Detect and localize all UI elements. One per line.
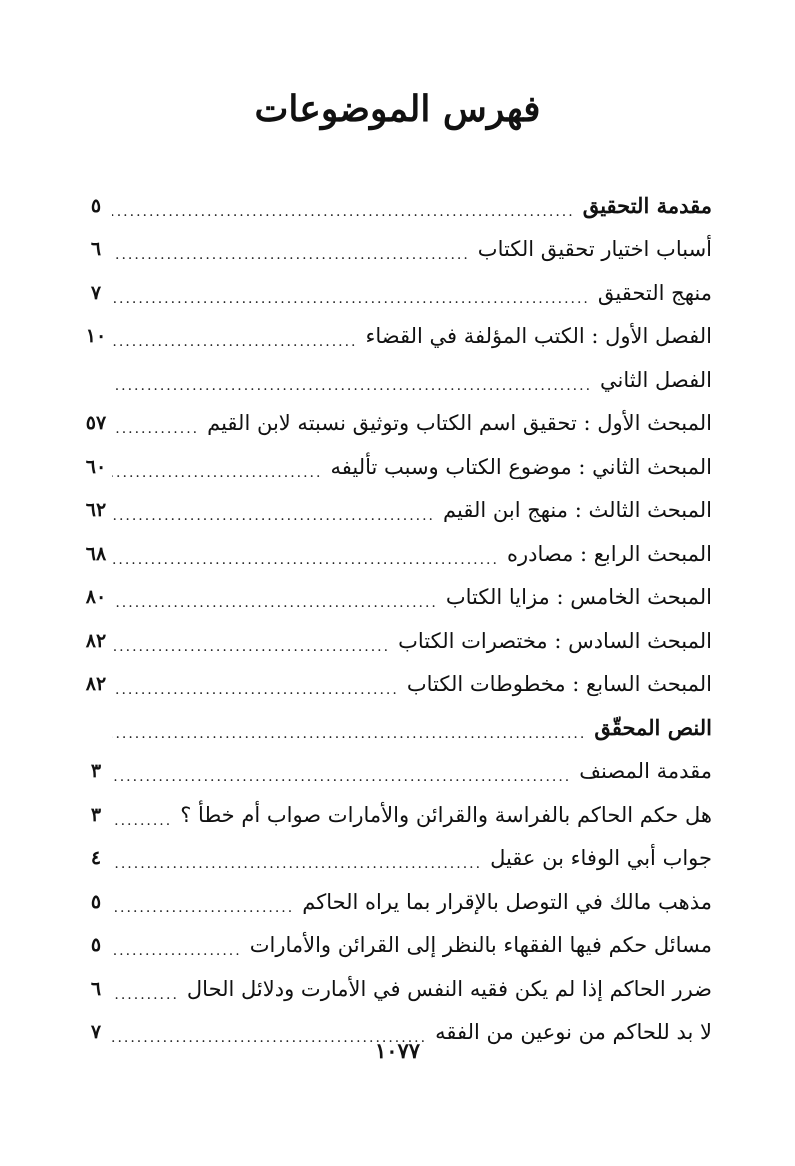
toc-entry-page: ٤ bbox=[90, 847, 102, 870]
toc-entry-page: ٦٨ bbox=[85, 542, 107, 565]
toc-entry-page: ٦ bbox=[90, 977, 102, 1000]
dot-leader bbox=[112, 758, 571, 784]
toc-entry-page: ٧ bbox=[90, 1021, 102, 1044]
toc-entry-title: مذهب مالك في التوصل بالإقرار بما يراه الحاكم bbox=[302, 889, 712, 914]
toc-entry bbox=[90, 271, 712, 315]
toc-entry-page: ٥ bbox=[90, 934, 102, 957]
dot-leader bbox=[112, 628, 390, 654]
toc-entry-title: المبحث الأول : تحقيق اسم الكتاب وتوثيق نسبته لابن القيم bbox=[207, 411, 712, 436]
toc-entry bbox=[90, 184, 712, 228]
dot-leader bbox=[112, 889, 294, 915]
dot-leader bbox=[112, 715, 586, 741]
toc-entry bbox=[90, 793, 712, 837]
dot-leader bbox=[112, 367, 592, 393]
dot-leader bbox=[112, 976, 179, 1002]
toc-entry-title: جواب أبي الوفاء بن عقيل bbox=[490, 846, 712, 871]
toc-entry bbox=[100, 706, 712, 750]
toc-entry-page: ٨٠ bbox=[85, 586, 107, 609]
toc-entry bbox=[90, 750, 712, 794]
toc-entry-title: الفصل الأول : الكتب المؤلفة في القضاء bbox=[365, 324, 712, 349]
toc-entry-title: المبحث الرابع : مصادره bbox=[506, 541, 712, 566]
dot-leader bbox=[112, 845, 482, 871]
toc-entry-title: أسباب اختيار تحقيق الكتاب bbox=[477, 237, 712, 262]
toc-entry bbox=[90, 837, 712, 881]
toc-entry bbox=[90, 924, 712, 968]
toc-entry-title: الفصل الثاني bbox=[600, 367, 712, 392]
toc-entry-page: ١٠ bbox=[85, 325, 107, 348]
dot-leader bbox=[112, 193, 575, 219]
toc-entry bbox=[85, 663, 712, 707]
toc-entry-page: ٥٧ bbox=[85, 412, 107, 435]
toc-entry-title: منهج التحقيق bbox=[597, 280, 712, 305]
toc-entry-title: المبحث الثاني : موضوع الكتاب وسبب تأليفه bbox=[330, 454, 712, 479]
toc-entry-page: ٣ bbox=[90, 803, 102, 826]
dot-leader bbox=[112, 584, 438, 610]
toc-entry-title: النص المحقّق bbox=[594, 715, 712, 741]
toc-entry bbox=[85, 402, 712, 446]
toc-entry-title: ضرر الحاكم إذا لم يكن فقيه النفس في الأمارت ودلائل الحال bbox=[186, 976, 712, 1001]
dot-leader bbox=[112, 280, 590, 306]
toc-entry-title: هل حكم الحاكم بالفراسة والقرائن والأمارات صواب أم خطأ ؟ bbox=[180, 802, 712, 827]
toc-entry-title: المبحث الثالث : منهج ابن القيم bbox=[443, 498, 712, 523]
toc-entry-title: المبحث الخامس : مزايا الكتاب bbox=[445, 585, 712, 610]
toc-entry-title: مقدمة المصنف bbox=[579, 759, 712, 784]
dot-leader bbox=[112, 410, 199, 436]
dot-leader bbox=[112, 671, 399, 697]
toc-entry bbox=[85, 532, 712, 576]
toc-entry-title: المبحث السابع : مخطوطات الكتاب bbox=[406, 672, 712, 697]
toc-entry bbox=[85, 576, 712, 620]
dot-leader bbox=[112, 932, 242, 958]
toc-entry-title: لا بد للحاكم من نوعين من الفقه bbox=[435, 1020, 712, 1045]
toc-entry-page: ٦٢ bbox=[85, 499, 107, 522]
dot-leader bbox=[112, 236, 470, 262]
toc-entry-title: المبحث السادس : مختصرات الكتاب bbox=[398, 628, 712, 653]
toc-entry-title: مسائل حكم فيها الفقهاء بالنظر إلى القرائن والأمارات bbox=[249, 933, 712, 958]
toc-entry bbox=[85, 445, 712, 489]
toc-entry bbox=[85, 489, 712, 533]
dot-leader bbox=[112, 454, 322, 480]
page-number: ١٠٧٧ bbox=[374, 1038, 421, 1063]
dot-leader bbox=[112, 497, 435, 523]
page-title: فهرس الموضوعات bbox=[254, 88, 541, 130]
table-of-contents bbox=[85, 184, 712, 1054]
toc-entry bbox=[90, 967, 712, 1011]
toc-entry bbox=[90, 228, 712, 272]
dot-leader bbox=[112, 541, 499, 567]
toc-entry bbox=[85, 315, 712, 359]
toc-entry-page: ٥ bbox=[90, 890, 102, 913]
toc-entry-page: ٦٠ bbox=[85, 455, 107, 478]
toc-entry bbox=[100, 358, 712, 402]
toc-entry bbox=[85, 619, 712, 663]
toc-entry-page: ٣ bbox=[90, 760, 102, 783]
dot-leader bbox=[112, 323, 358, 349]
toc-entry-page: ٥ bbox=[90, 194, 102, 217]
toc-entry-page: ٨٢ bbox=[85, 673, 107, 696]
toc-entry-page: ٨٢ bbox=[85, 629, 107, 652]
toc-entry-page: ٦ bbox=[90, 238, 102, 261]
toc-entry bbox=[90, 880, 712, 924]
toc-entry-title: مقدمة التحقيق bbox=[582, 193, 712, 219]
toc-entry-page: ٧ bbox=[90, 281, 102, 304]
